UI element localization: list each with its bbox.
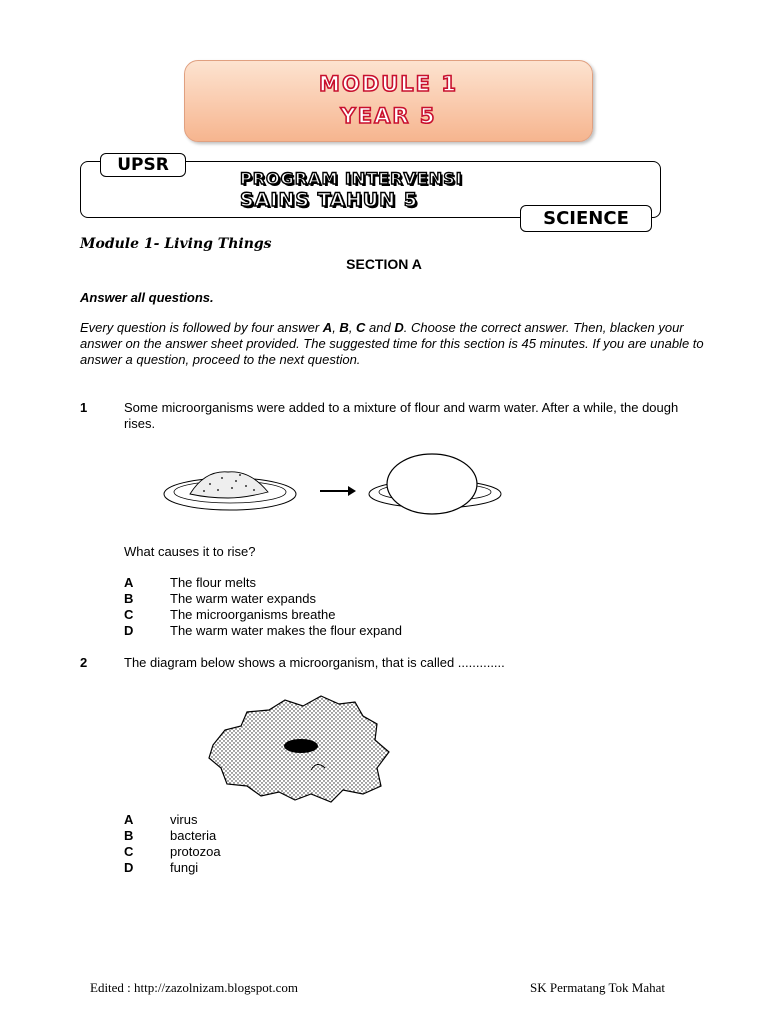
option-text: The warm water makes the flour expand [170,623,402,638]
option-a [124,575,402,591]
option-letter: D [124,860,134,875]
option-text: virus [170,812,198,827]
options-list [124,812,221,876]
option-text: The flour melts [170,575,256,590]
option-letter: D [124,623,134,638]
option-letter: B [124,591,134,606]
option-d [124,860,221,876]
module-title-box [184,60,593,142]
option-letter: B [124,828,134,843]
option-b [124,591,402,607]
option-text: The microorganisms breathe [170,607,336,622]
option-b [124,828,221,844]
option-text: protozoa [170,844,221,859]
footer-school: SK Permatang Tok Mahat [530,980,665,995]
program-title-line2: SAINS TAHUN 5 [240,189,418,211]
upsr-tab: UPSR [100,153,186,177]
question-text: Some microorganisms were added to a mixture of flour and warm water. After a while, the dough rises. [124,400,679,431]
program-title-line1: PROGRAM INTERVENSI [240,169,463,188]
options-list [124,575,402,639]
option-letter: A [124,812,134,827]
option-text: The warm water expands [170,591,316,606]
microorganism-figure [205,690,395,810]
question-number: 1 [80,400,88,415]
science-tab: SCIENCE [520,205,652,232]
section-title: SECTION A [346,256,422,272]
option-a [124,812,221,828]
option-letter: A [124,575,134,590]
option-c [124,844,221,860]
footer-credit: Edited : http://zazolnizam.blogspot.com [90,980,298,995]
option-text: fungi [170,860,199,875]
instructions-paragraph: Every question is followed by four answer A, B, C and D. Choose the correct answer. Then, blacken your answer on the answer sheet provided. The suggested time for this section is 45 minutes. If you are unable to answer a question, proceed to the next question. [80,320,704,367]
module-title: MODULE 1 [319,72,458,96]
instructions-title: Answer all questions. [80,290,214,305]
option-letter: C [124,844,134,859]
option-d [124,623,402,639]
question-number: 2 [80,655,88,670]
question-text: The diagram below shows a microorganism, that is called ............. [124,655,505,670]
dough-rising-figure [150,448,510,533]
module-heading: Module 1- Living Things [80,236,272,252]
option-c [124,607,402,623]
option-text: bacteria [170,828,217,843]
module-year: YEAR 5 [340,104,437,128]
option-letter: C [124,607,134,622]
question-prompt: What causes it to rise? [124,544,256,559]
